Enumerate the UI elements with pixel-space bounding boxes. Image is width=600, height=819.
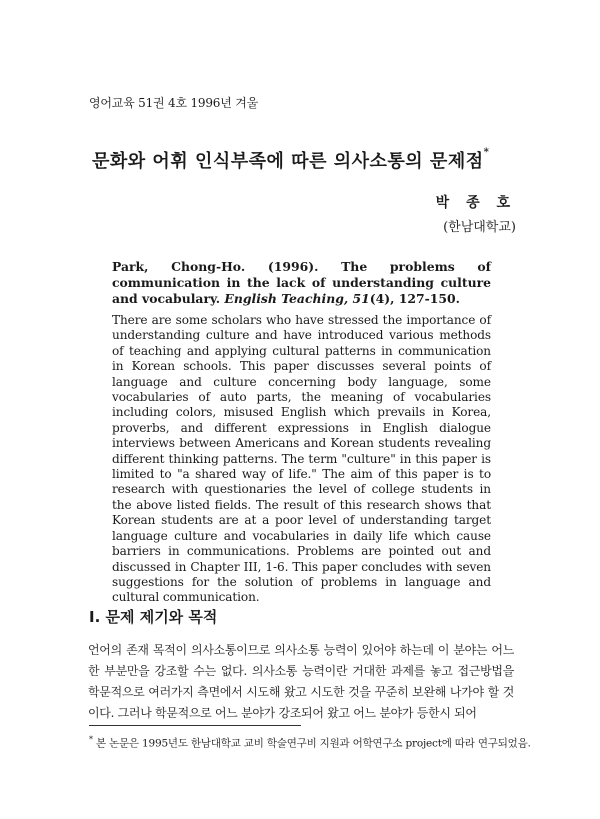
paper-title: [92, 147, 489, 173]
title-footnote-mark: *: [483, 147, 490, 158]
author-name: 박 종 호: [435, 195, 516, 211]
citation-pages: , 127-150.: [390, 291, 460, 306]
citation-journal: English Teaching, 51: [224, 291, 370, 306]
footnote-mark: *: [89, 735, 93, 744]
title-text: 문화와 어휘 인식부족에 따른 의사소통의 문제점: [92, 151, 484, 172]
citation-lead: Park, Chong-Ho. (1996). The problems of communication in the lack of understanding culture and vocabulary.: [112, 259, 491, 306]
citation: [112, 259, 491, 307]
body-paragraph: 언어의 존재 목적이 의사소통이므로 의사소통 능력이 있어야 하는데 이 분야는 어느 한 부분만을 강조할 수는 없다. 의사소통 능력이란 거대한 과제를 놓고 접근방법을 학문적으로 여러가지 측면에서 시도해 왔고 시도한 것을 꾸준히 보완해 나가야 할 것이다. 그러나 학문적으로 어느 분야가 강조되어 왔고 어느 분야가 등한시 되어: [88, 643, 514, 720]
journal-header: 영어교육 51권 4호 1996년 겨울: [89, 96, 259, 110]
citation-issue: (4): [369, 291, 391, 306]
footnote: [89, 735, 531, 751]
footnote-text: 본 논문은 1995년도 한남대학교 교비 학술연구비 지원과 어학연구소 project에 따라 연구되었음.: [92, 737, 531, 750]
footnote-rule: [89, 725, 301, 726]
section-heading: I. 문제 제기와 목적: [89, 608, 218, 626]
abstract: There are some scholars who have stressed the importance of understanding culture and have introduced various methods of teaching and applying cultural patterns in communication in Korean schools. This paper discusses several points of language and culture concerning body language, some vocabularies of auto parts, the meaning of vocabularies including colors, misused English which prevails in Korea, proverbs, and different expressions in English dialogue interviews between Americans and Korean students revealing different thinking patterns. The term "culture" in this paper is limited to "a shared way of life." The aim of this paper is to research with questionaries the level of college students in the above listed fields. The result of this research shows that Korean students are at a poor level of understanding target language culture and vocabularies in daily life which cause barriers in communications. Problems are pointed out and discussed in Chapter III, 1-6. This paper concludes with seven suggestions for the solution of problems in language and cultural communication.: [112, 313, 491, 605]
author-affiliation: (한남대학교): [443, 220, 516, 235]
